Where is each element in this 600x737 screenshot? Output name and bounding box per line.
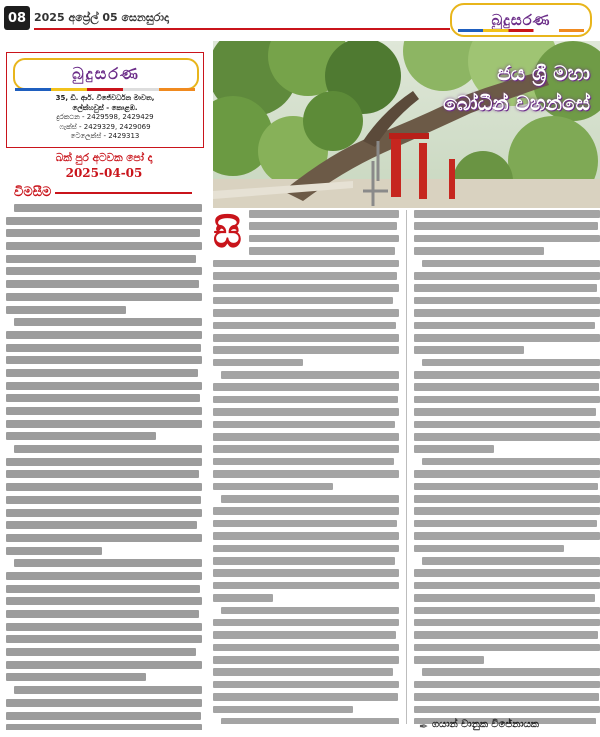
fax-line: ෆැක්ස් - 2429329, 2429069: [59, 122, 151, 131]
masthead-box: [6, 52, 204, 148]
buddhist-flag-stripe: [458, 29, 584, 32]
page-number: 08: [4, 6, 30, 30]
supplement-logo: [450, 3, 592, 37]
article-column-1: [213, 210, 399, 724]
masthead-address: [7, 94, 203, 142]
masthead-logo: [13, 58, 199, 90]
supplement-logo-text: බුදුසරණ: [491, 11, 551, 29]
title-overlay: [342, 55, 596, 125]
page-header: [0, 0, 600, 36]
section-subheading: විමසීම: [10, 185, 55, 200]
dateline: 2025 අප්‍රේල් 05 සෙනසුරාදා: [34, 11, 169, 24]
poya-date: 2025-04-05: [65, 166, 143, 180]
masthead-logo-text: බුදුසරණ: [72, 64, 140, 83]
pen-icon: ✒: [419, 720, 429, 733]
address-city: ලේක්හවුස් - කොළඹ.: [72, 103, 138, 112]
drop-cap: සි: [213, 210, 242, 257]
article-title-line1: ජය ශ්‍රී මහා: [497, 61, 590, 85]
left-column: [6, 52, 202, 732]
phone-line: දුරකථන - 2429598, 2429429: [56, 113, 154, 121]
poya-heading: බක් පුර අටවක පෝ දා: [55, 152, 153, 164]
bodhi-tree-photo: [213, 41, 600, 208]
article-title-line2: බෝධීන් වහන්සේ: [443, 91, 590, 115]
telex-line: ටෙලෙක්ස් - 2429313: [70, 132, 140, 140]
column-divider: [406, 210, 407, 724]
article-column-2: [414, 210, 600, 724]
header-rule: [34, 28, 450, 30]
left-body-text: [6, 204, 202, 730]
address-line: 35, ඩී. ආර්. විජේවර්ධන මාවත,: [55, 94, 155, 102]
article-body: [213, 210, 600, 724]
masthead-flag-stripe: [15, 88, 195, 91]
author-byline: ගයාන් චානුක විජේනායක: [432, 719, 539, 730]
